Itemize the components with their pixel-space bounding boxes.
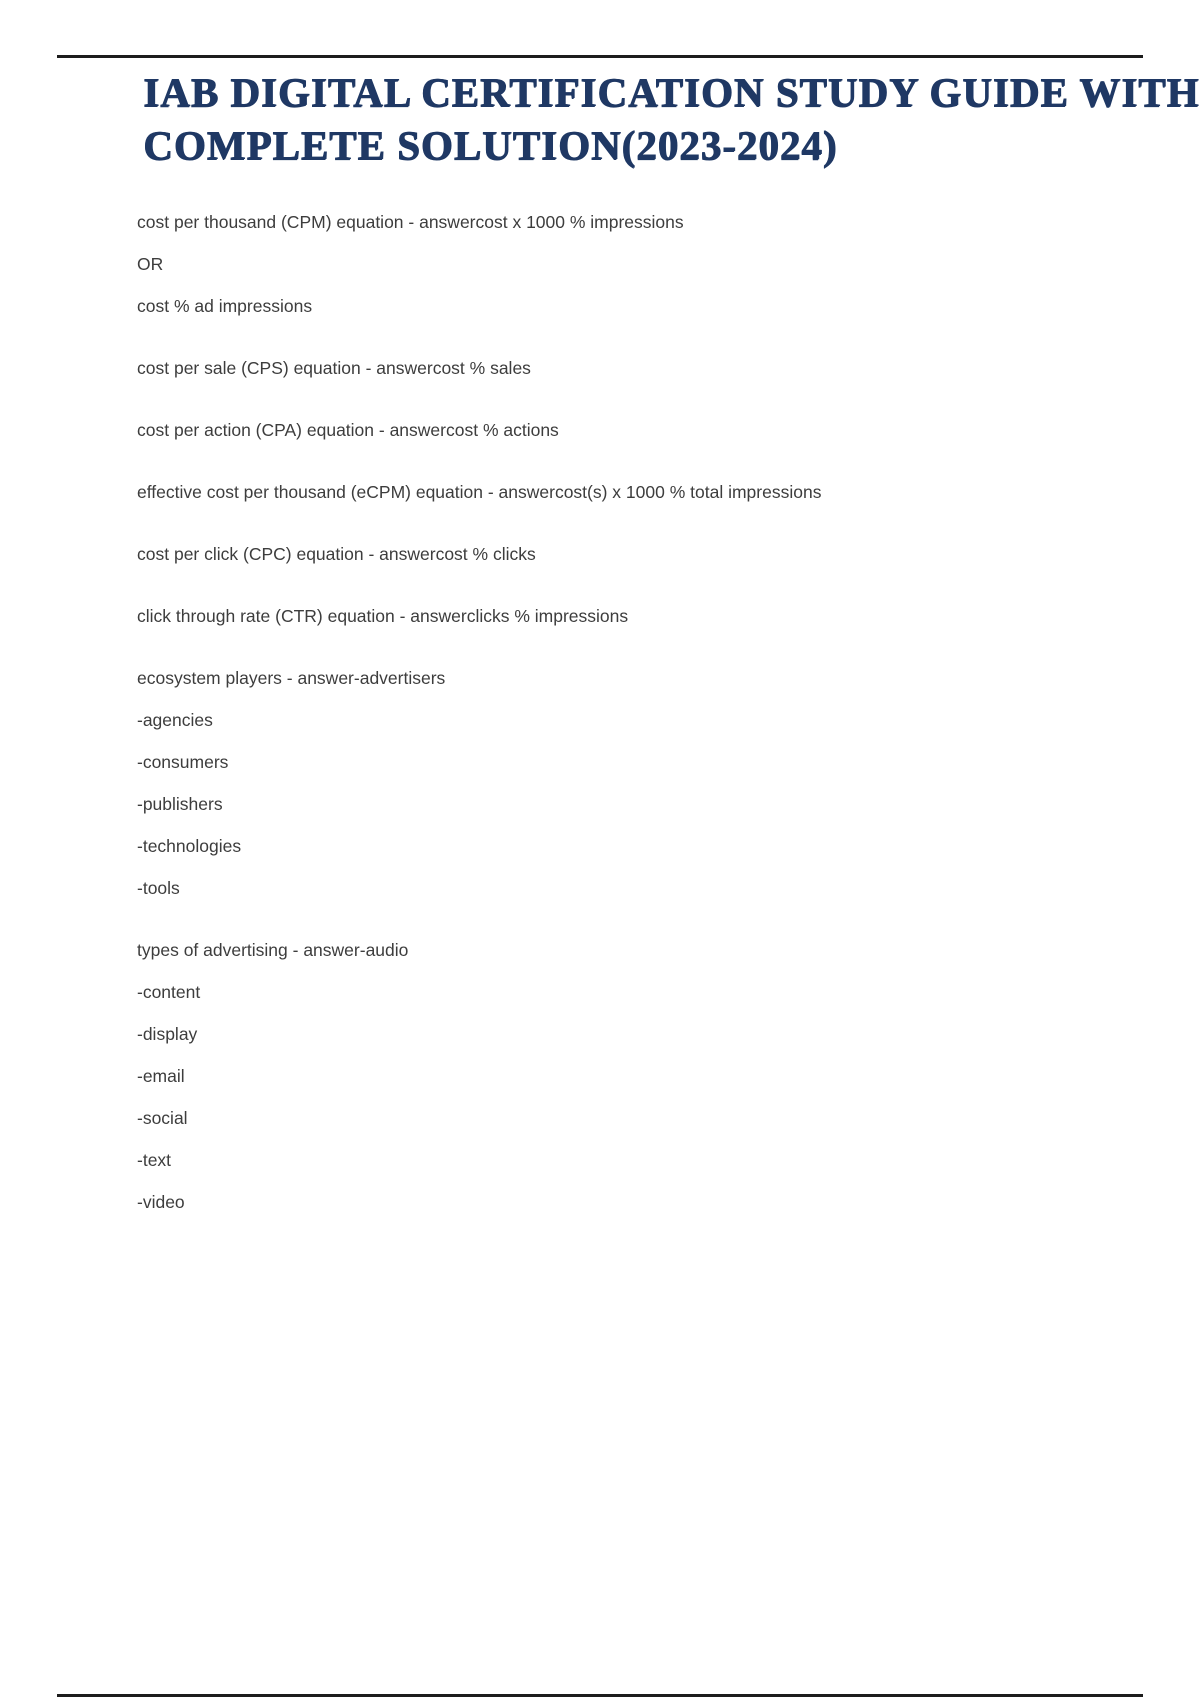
- paragraph: cost per thousand (CPM) equation - answercost x 1000 % impressions: [137, 212, 684, 232]
- paragraph: types of advertising - answer-audio: [137, 940, 409, 960]
- paragraph: -video: [137, 1192, 185, 1212]
- paragraph: -display: [137, 1024, 198, 1044]
- paragraph: effective cost per thousand (eCPM) equation - answercost(s) x 1000 % total impressions: [137, 482, 822, 502]
- paragraph: ecosystem players - answer-advertisers: [137, 668, 446, 688]
- paragraph: click through rate (CTR) equation - answerclicks % impressions: [137, 606, 629, 626]
- paragraph: -social: [137, 1108, 188, 1128]
- paragraph: -publishers: [137, 794, 223, 814]
- paragraph: -agencies: [137, 710, 213, 730]
- paragraph: cost per sale (CPS) equation - answercost % sales: [137, 358, 531, 378]
- paragraph: -technologies: [137, 836, 242, 856]
- paragraph: -content: [137, 982, 201, 1002]
- paragraph: cost per action (CPA) equation - answercost % actions: [137, 420, 559, 440]
- paragraph: -consumers: [137, 752, 229, 772]
- top-rule: [57, 55, 1143, 58]
- page-title: [143, 66, 1200, 172]
- page-title-line-1: IAB DIGITAL CERTIFICATION STUDY GUIDE WITH: [143, 69, 1200, 115]
- paragraph: -text: [137, 1150, 172, 1170]
- document-body: [137, 212, 1147, 1234]
- paragraph: cost % ad impressions: [137, 296, 313, 316]
- page-title-line-2: COMPLETE SOLUTION(2023-2024): [143, 122, 838, 168]
- paragraph: -email: [137, 1066, 185, 1086]
- paragraph: OR: [137, 254, 164, 274]
- bottom-rule: [57, 1694, 1143, 1697]
- paragraph: cost per click (CPC) equation - answercost % clicks: [137, 544, 536, 564]
- paragraph: -tools: [137, 878, 180, 898]
